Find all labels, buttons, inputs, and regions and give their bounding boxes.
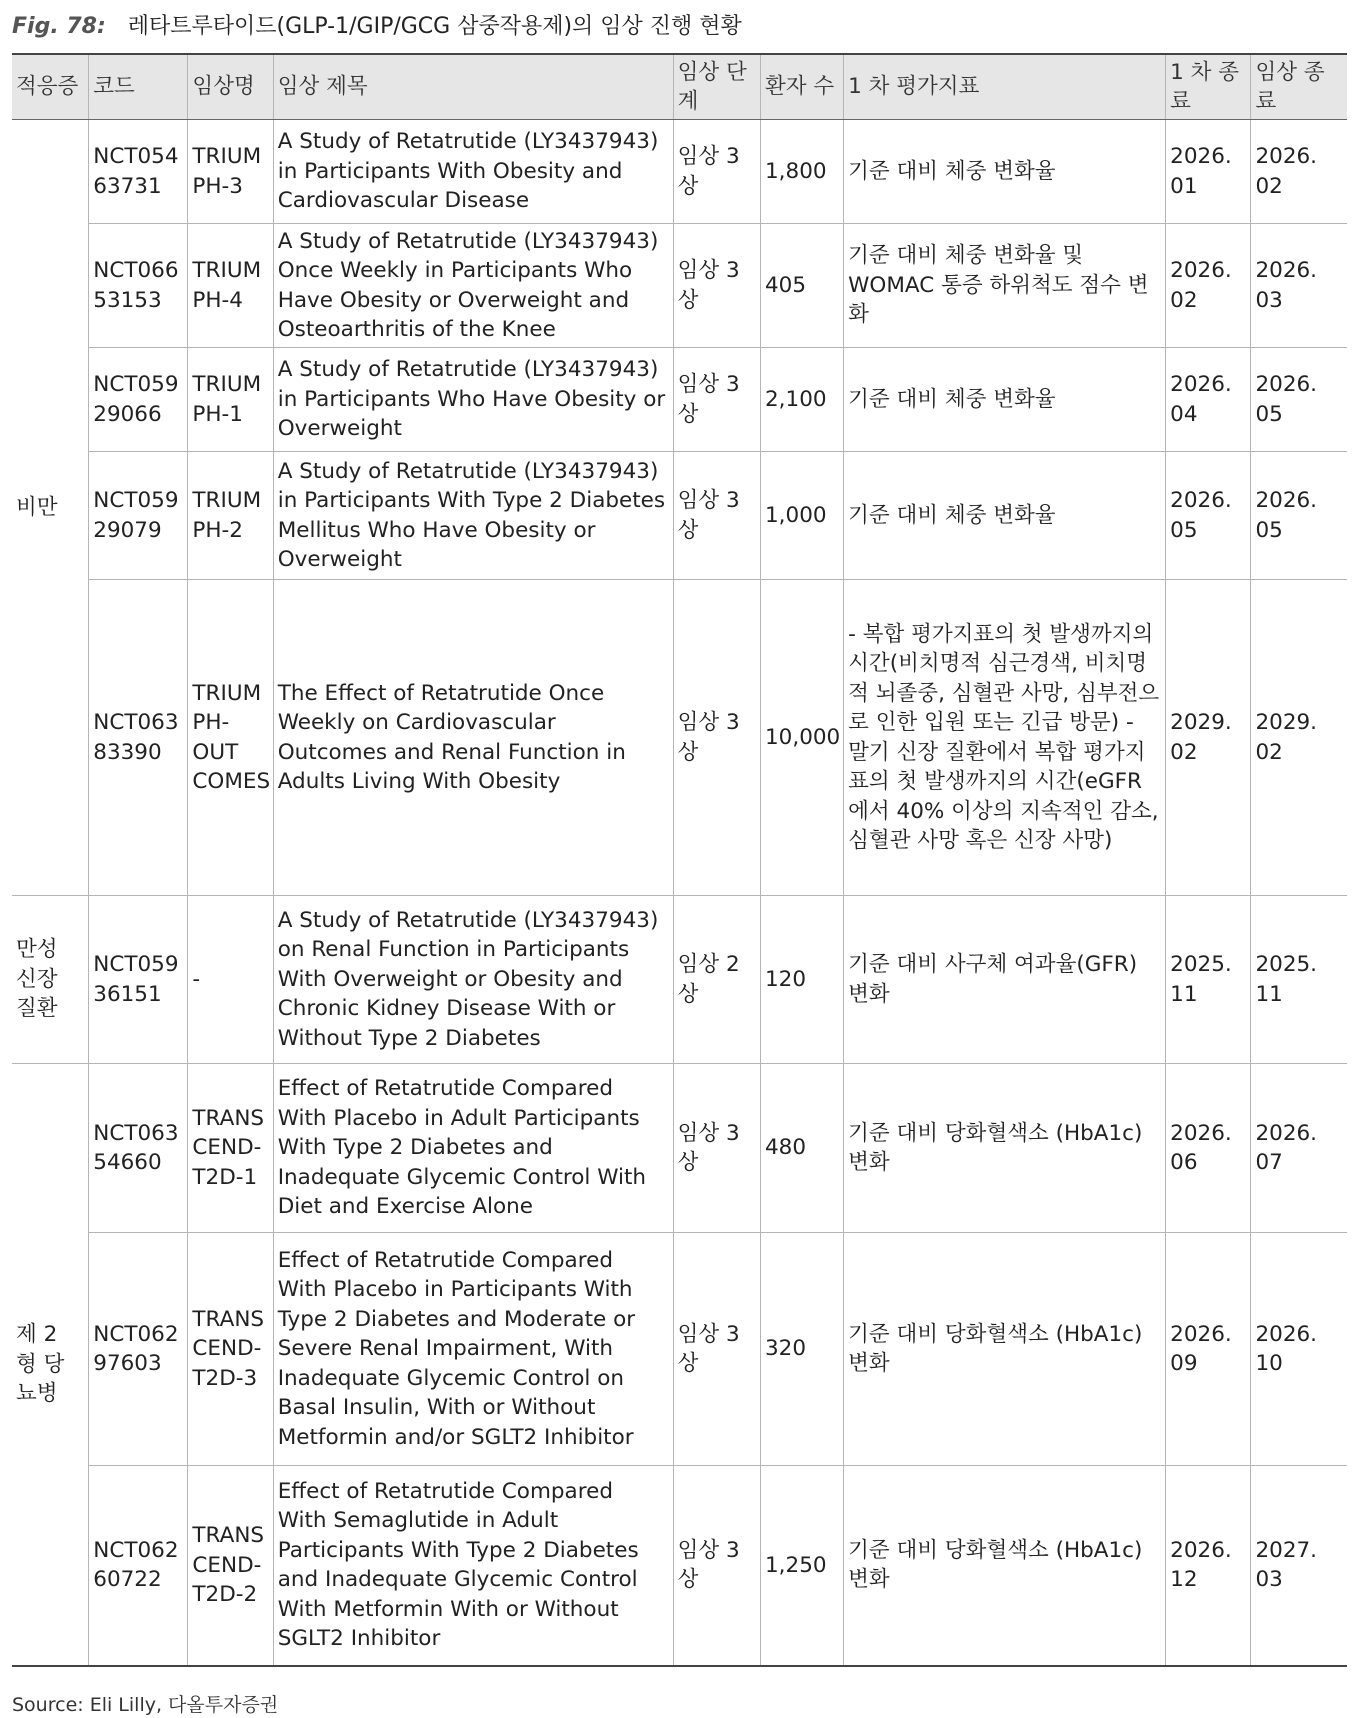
cell-name: TRANS CEND- T2D-2 — [188, 1466, 273, 1666]
cell-patients: 2,100 — [761, 348, 844, 452]
table-row — [12, 580, 1347, 896]
cell-patients: 1,250 — [761, 1466, 844, 1666]
header-name: 임상명 — [188, 54, 273, 120]
header-endpoint: 1 차 평가지표 — [844, 54, 1166, 120]
table-row — [12, 896, 1347, 1064]
header-study-completion: 임상 종료 — [1251, 54, 1347, 120]
indication-ckd: 만성 신장 질환 — [12, 896, 89, 1064]
cell-name: TRIUM PH-3 — [188, 120, 273, 224]
cell-title: A Study of Retatrutide (LY3437943) on Renal Function in Participants With Overweight or Obesity and Chronic Kidney Disease With or Without Type 2 Diabetes — [273, 896, 673, 1064]
cell-patients: 120 — [761, 896, 844, 1064]
cell-study-completion: 2026. 10 — [1251, 1233, 1347, 1466]
cell-primary-completion: 2026. 09 — [1166, 1233, 1251, 1466]
cell-name: TRIUM PH-4 — [188, 224, 273, 348]
header-phase: 임상 단계 — [673, 54, 760, 120]
cell-title: Effect of Retatrutide Compared With Placebo in Participants With Type 2 Diabetes and Moderate or Severe Renal Impairment, With Inadequate Glycemic Control on Basal Insulin, With or Without Metformin and/or SGLT2 Inhibitor — [273, 1233, 673, 1466]
table-row — [12, 1466, 1347, 1666]
cell-name: TRIUM PH-2 — [188, 452, 273, 580]
cell-phase: 임상 3 상 — [673, 1064, 760, 1233]
cell-title: Effect of Retatrutide Compared With Semaglutide in Adult Participants With Type 2 Diabetes and Inadequate Glycemic Control With Metformin With or Without SGLT2 Inhibitor — [273, 1466, 673, 1666]
cell-patients: 480 — [761, 1064, 844, 1233]
cell-endpoint: 기준 대비 체중 변화율 — [844, 120, 1166, 224]
cell-code: NCT059 36151 — [89, 896, 188, 1064]
cell-study-completion: 2026. 05 — [1251, 452, 1347, 580]
table-row — [12, 452, 1347, 580]
cell-code: NCT063 54660 — [89, 1064, 188, 1233]
cell-patients: 1,800 — [761, 120, 844, 224]
figure-title — [12, 10, 1347, 44]
cell-title: The Effect of Retatrutide Once Weekly on Cardiovascular Outcomes and Renal Function in Adults Living With Obesity — [273, 580, 673, 896]
cell-primary-completion: 2025. 11 — [1166, 896, 1251, 1064]
cell-phase: 임상 3 상 — [673, 224, 760, 348]
cell-name: TRIUM PH-1 — [188, 348, 273, 452]
cell-phase: 임상 2 상 — [673, 896, 760, 1064]
cell-primary-completion: 2026. 06 — [1166, 1064, 1251, 1233]
cell-phase: 임상 3 상 — [673, 452, 760, 580]
cell-title: A Study of Retatrutide (LY3437943) Once Weekly in Participants Who Have Obesity or Overweight and Osteoarthritis of the Knee — [273, 224, 673, 348]
cell-phase: 임상 3 상 — [673, 580, 760, 896]
cell-title: A Study of Retatrutide (LY3437943) in Participants With Obesity and Cardiovascular Disease — [273, 120, 673, 224]
cell-study-completion: 2026. 07 — [1251, 1064, 1347, 1233]
table-row — [12, 1064, 1347, 1233]
figure-label: Fig. 78: — [12, 14, 106, 39]
header-indication: 적응증 — [12, 54, 89, 120]
cell-patients: 320 — [761, 1233, 844, 1466]
cell-title: A Study of Retatrutide (LY3437943) in Participants Who Have Obesity or Overweight — [273, 348, 673, 452]
cell-primary-completion: 2029. 02 — [1166, 580, 1251, 896]
cell-primary-completion: 2026. 02 — [1166, 224, 1251, 348]
cell-primary-completion: 2026. 01 — [1166, 120, 1251, 224]
cell-title: Effect of Retatrutide Compared With Placebo in Adult Participants With Type 2 Diabetes and Inadequate Glycemic Control With Diet and Exercise Alone — [273, 1064, 673, 1233]
cell-primary-completion: 2026. 12 — [1166, 1466, 1251, 1666]
cell-code: NCT066 53153 — [89, 224, 188, 348]
header-title: 임상 제목 — [273, 54, 673, 120]
header-row — [12, 54, 1347, 120]
header-primary-completion: 1 차 종료 — [1166, 54, 1251, 120]
cell-phase: 임상 3 상 — [673, 348, 760, 452]
cell-primary-completion: 2026. 05 — [1166, 452, 1251, 580]
table-row — [12, 224, 1347, 348]
cell-code: NCT063 83390 — [89, 580, 188, 896]
cell-phase: 임상 3 상 — [673, 1466, 760, 1666]
cell-code: NCT059 29066 — [89, 348, 188, 452]
cell-name: - — [188, 896, 273, 1064]
cell-phase: 임상 3 상 — [673, 120, 760, 224]
cell-endpoint: 기준 대비 당화혈색소 (HbA1c) 변화 — [844, 1466, 1166, 1666]
cell-patients: 1,000 — [761, 452, 844, 580]
cell-endpoint: 기준 대비 당화혈색소 (HbA1c) 변화 — [844, 1064, 1166, 1233]
indication-t2d: 제 2 형 당뇨병 — [12, 1064, 89, 1666]
table-row — [12, 348, 1347, 452]
cell-study-completion: 2026. 05 — [1251, 348, 1347, 452]
cell-endpoint: 기준 대비 당화혈색소 (HbA1c) 변화 — [844, 1233, 1166, 1466]
cell-endpoint: 기준 대비 체중 변화율 — [844, 452, 1166, 580]
cell-phase: 임상 3 상 — [673, 1233, 760, 1466]
cell-code: NCT059 29079 — [89, 452, 188, 580]
cell-endpoint: 기준 대비 체중 변화율 및 WOMAC 통증 하위척도 점수 변화 — [844, 224, 1166, 348]
cell-study-completion: 2029. 02 — [1251, 580, 1347, 896]
cell-endpoint: 기준 대비 체중 변화율 — [844, 348, 1166, 452]
cell-study-completion: 2026. 02 — [1251, 120, 1347, 224]
cell-title: A Study of Retatrutide (LY3437943) in Participants With Type 2 Diabetes Mellitus Who Have Obesity or Overweight — [273, 452, 673, 580]
cell-study-completion: 2027. 03 — [1251, 1466, 1347, 1666]
cell-name: TRANS CEND- T2D-1 — [188, 1064, 273, 1233]
cell-patients: 10,000 — [761, 580, 844, 896]
figure-title-text: 레타트루타이드(GLP-1/GIP/GCG 삼중작용제)의 임상 진행 현황 — [127, 14, 742, 39]
header-patients: 환자 수 — [761, 54, 844, 120]
cell-code: NCT062 97603 — [89, 1233, 188, 1466]
clinical-trials-table — [12, 53, 1347, 1667]
cell-study-completion: 2026. 03 — [1251, 224, 1347, 348]
cell-name: TRIUM PH- OUT COMES — [188, 580, 273, 896]
header-code: 코드 — [89, 54, 188, 120]
cell-endpoint: - 복합 평가지표의 첫 발생까지의 시간(비치명적 심근경색, 비치명적 뇌졸중, 심혈관 사망, 심부전으로 인한 입원 또는 긴급 방문) - 말기 신장 질환에서 복합 평가지표의 첫 발생까지의 시간(eGFR 에서 40% 이상의 지속적인 감소, 심혈관 사망 혹은 신장 사망) — [844, 580, 1166, 896]
indication-obesity: 비만 — [12, 120, 89, 896]
cell-name: TRANS CEND- T2D-3 — [188, 1233, 273, 1466]
table-row — [12, 1233, 1347, 1466]
cell-primary-completion: 2026. 04 — [1166, 348, 1251, 452]
cell-study-completion: 2025. 11 — [1251, 896, 1347, 1064]
source-note: Source: Eli Lilly, 다올투자증권 — [12, 1694, 279, 1716]
cell-patients: 405 — [761, 224, 844, 348]
cell-code: NCT054 63731 — [89, 120, 188, 224]
cell-code: NCT062 60722 — [89, 1466, 188, 1666]
cell-endpoint: 기준 대비 사구체 여과율(GFR) 변화 — [844, 896, 1166, 1064]
table-row — [12, 120, 1347, 224]
